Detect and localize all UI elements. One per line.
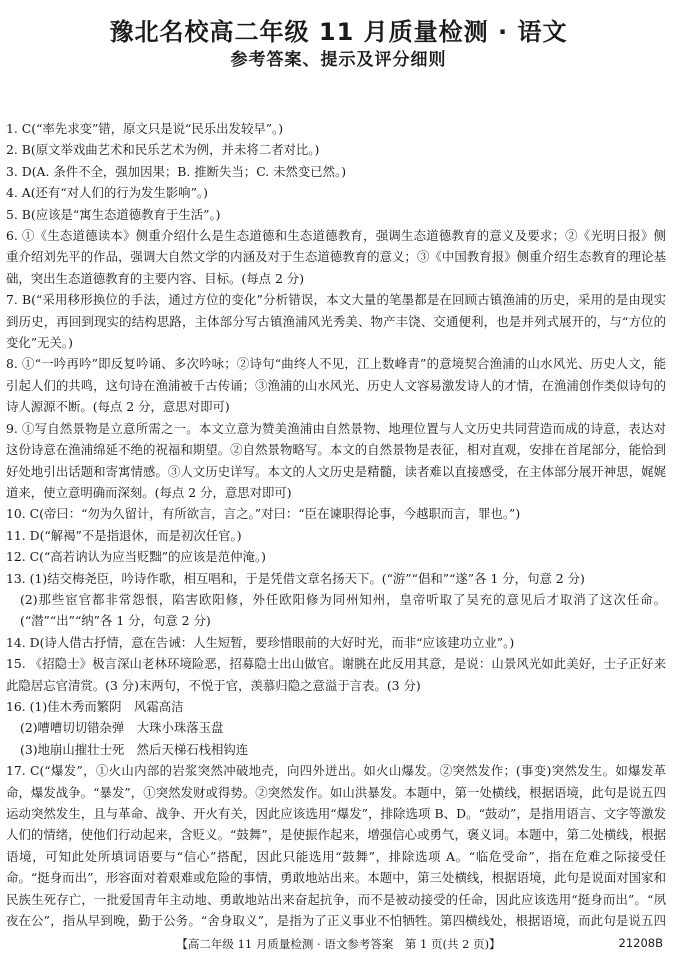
answer-16-1: 16. (1)佳木秀而繁阴 风霜高洁 [6,698,184,714]
answer-16-2: (2)嘈嘈切切错杂弹 大珠小珠落玉盘 [20,720,224,736]
footer-code: 21208B [618,936,663,950]
answer-16-3: (3)地崩山摧壮士死 然后天梯石栈相钩连 [20,741,249,757]
answer-13-1: 13. (1)结交梅尧臣，吟诗作歌，相互唱和，于是凭借文章名扬天下。(“游”“倡和”“遂”各 1 分，句意 2 分) [6,570,585,586]
document-title: 豫北名校高二年级 11 月质量检测 · 语文 [109,18,568,46]
footer-page-info: 【高二年级 11 月质量检测 · 语文参考答案 第 1 页(共 2 页)】 [176,937,501,951]
answer-9: 9. ①写自然景物是立意所需之一。本文立意为赞美渔浦由自然景物、地理位置与人文历史共同营造而成的诗意，表达对这份诗意在渔浦绵延不绝的祝福和期望。②自然景物略写。本文的自然景物是表征，相对直观，安排在首尾部分，能恰到好处地引出话题和寄寓情感。③人文历史详写。本文的人文历史是精髓，读者难以直接感受，在主体部分展开神思，娓娓道来，使立意明确而深刻。(每点 2 分，意思对即可) [6,420,666,500]
answer-6: 6. ①《生态道德读本》侧重介绍什么是生态道德和生态道德教育，强调生态道德教育的意义及要求；②《光明日报》侧重介绍刘先平的作品，强调大自然文学的内涵及对于生态道德教育的意义；③《中国教育报》侧重介绍生态教育的理论基础，突出生态道德教育的主要内容、目标。(每点 2 分) [6,228,666,286]
answer-5: 5. B(应该是“寓生态道德教育于生活”。) [6,206,221,222]
answer-15: 15. 《招隐士》极言深山老林环境险恶，招募隐士出山做官。谢朓在此反用其意，是说：山景风光如此美好，士子正好来此隐居忘官清赏。(3 分)末两句，不悦于官，羡慕归隐之意溢于言表。(3 分) [6,656,666,693]
answer-list [6,118,666,928]
answer-1: 1. C(“率先求变”错，原文只是说“民乐出发较早”。) [6,121,284,136]
answer-13-2: (2)那些宦官都非常怨恨，陷害欧阳修，外任欧阳修为同州知州，皇帝听取了吴充的意见后才取消了这次任命。(“潜”“出”“纳”各 1 分，句意 2 分) [20,591,666,629]
answer-7: 7. B(“采用移形换位的手法，通过方位的变化”分析错误，本文大量的笔墨都是在回顾古镇渔浦的历史，采用的是由现实到历史，再回到现实的结构思路，主体部分写古镇渔浦风光秀美、物产丰饶、交通便利，也是并列式展开的，与“方位的变化”无关。) [6,292,666,351]
answer-4: 4. A(还有“对人们的行为发生影响”。) [6,185,208,201]
answer-3: 3. D(A. 条件不全，强加因果；B. 推断失当；C. 未然变已然。) [6,163,347,179]
answer-2: 2. B(原文举戏曲艺术和民乐艺术为例，并未将二者对比。) [6,142,320,158]
document-subtitle: 参考答案、提示及评分细则 [230,50,447,70]
answer-10: 10. C(帝曰：“勿为久留计，有所欲言，言之。”对曰：“臣在谏职得论事，今越职而言，罪也。”) [6,506,521,522]
answer-11: 11. D(“解褐”不是指退休，而是初次任官。) [6,527,242,543]
answer-8: 8. ①“一吟再吟”即反复吟诵、多次吟咏；②诗句“曲终人不见，江上数峰青”的意境契合渔浦的山水风光、历史人文，能引起人们的共鸣，这句诗在渔浦被千古传诵；③渔浦的山水风光、历史人文容易激发诗人的才情，在渔浦创作类似诗句的诗人源源不断。(每点 2 分，意思对即可) [6,356,666,415]
answer-12: 12. C(“高若讷认为应当贬黜”的应该是范仲淹。) [6,549,266,565]
answer-17: 17. C(“爆发”，①火山内部的岩浆突然冲破地壳，向四外迸出。如火山爆发。②突然发作；(事变)突然发生。如爆发革命，爆发战争。“暴发”，①突然发财或得势。②突然发作。如山洪暴发。本题中，第一处横线，根据语境，此句是说五四运动突然发生，且与革命、战争、开火有关，因此应该选用“爆发”，排除选项 B、D。“鼓动”，是指用语言、文字等激发人们的情绪，使他们行动起来，含贬义。“鼓舞”，是使振作起来，增强信心或勇气，褒义词。本题中，第二处横线，根据语境，可知此处所填词语要与“信心”搭配，因此只能选用“鼓舞”，排除选项 A。“临危受命”，指在危难之际接受任命。“挺身而出”，形容面对着艰难或危险的事情，勇敢地站出来。本题中，第三处横线，根据语境，此句是说面对国家和民族生死存亡，一批爱国青年主动地、勇敢地站出来奋起抗争，而不是被动接受的任命，因此应该选用“挺身而出”。“夙夜在公”，指从早到晚，勤于公务。“舍身取义”，是指为了正义事业不怕牺牲。第四横线处，根据语境，而此句是说五四 [6,763,666,928]
answer-14: 14. D(诗人借古抒情，意在告诫：人生短暂，要珍惜眼前的大好时光，而非“应该建功立业”。) [6,634,515,650]
